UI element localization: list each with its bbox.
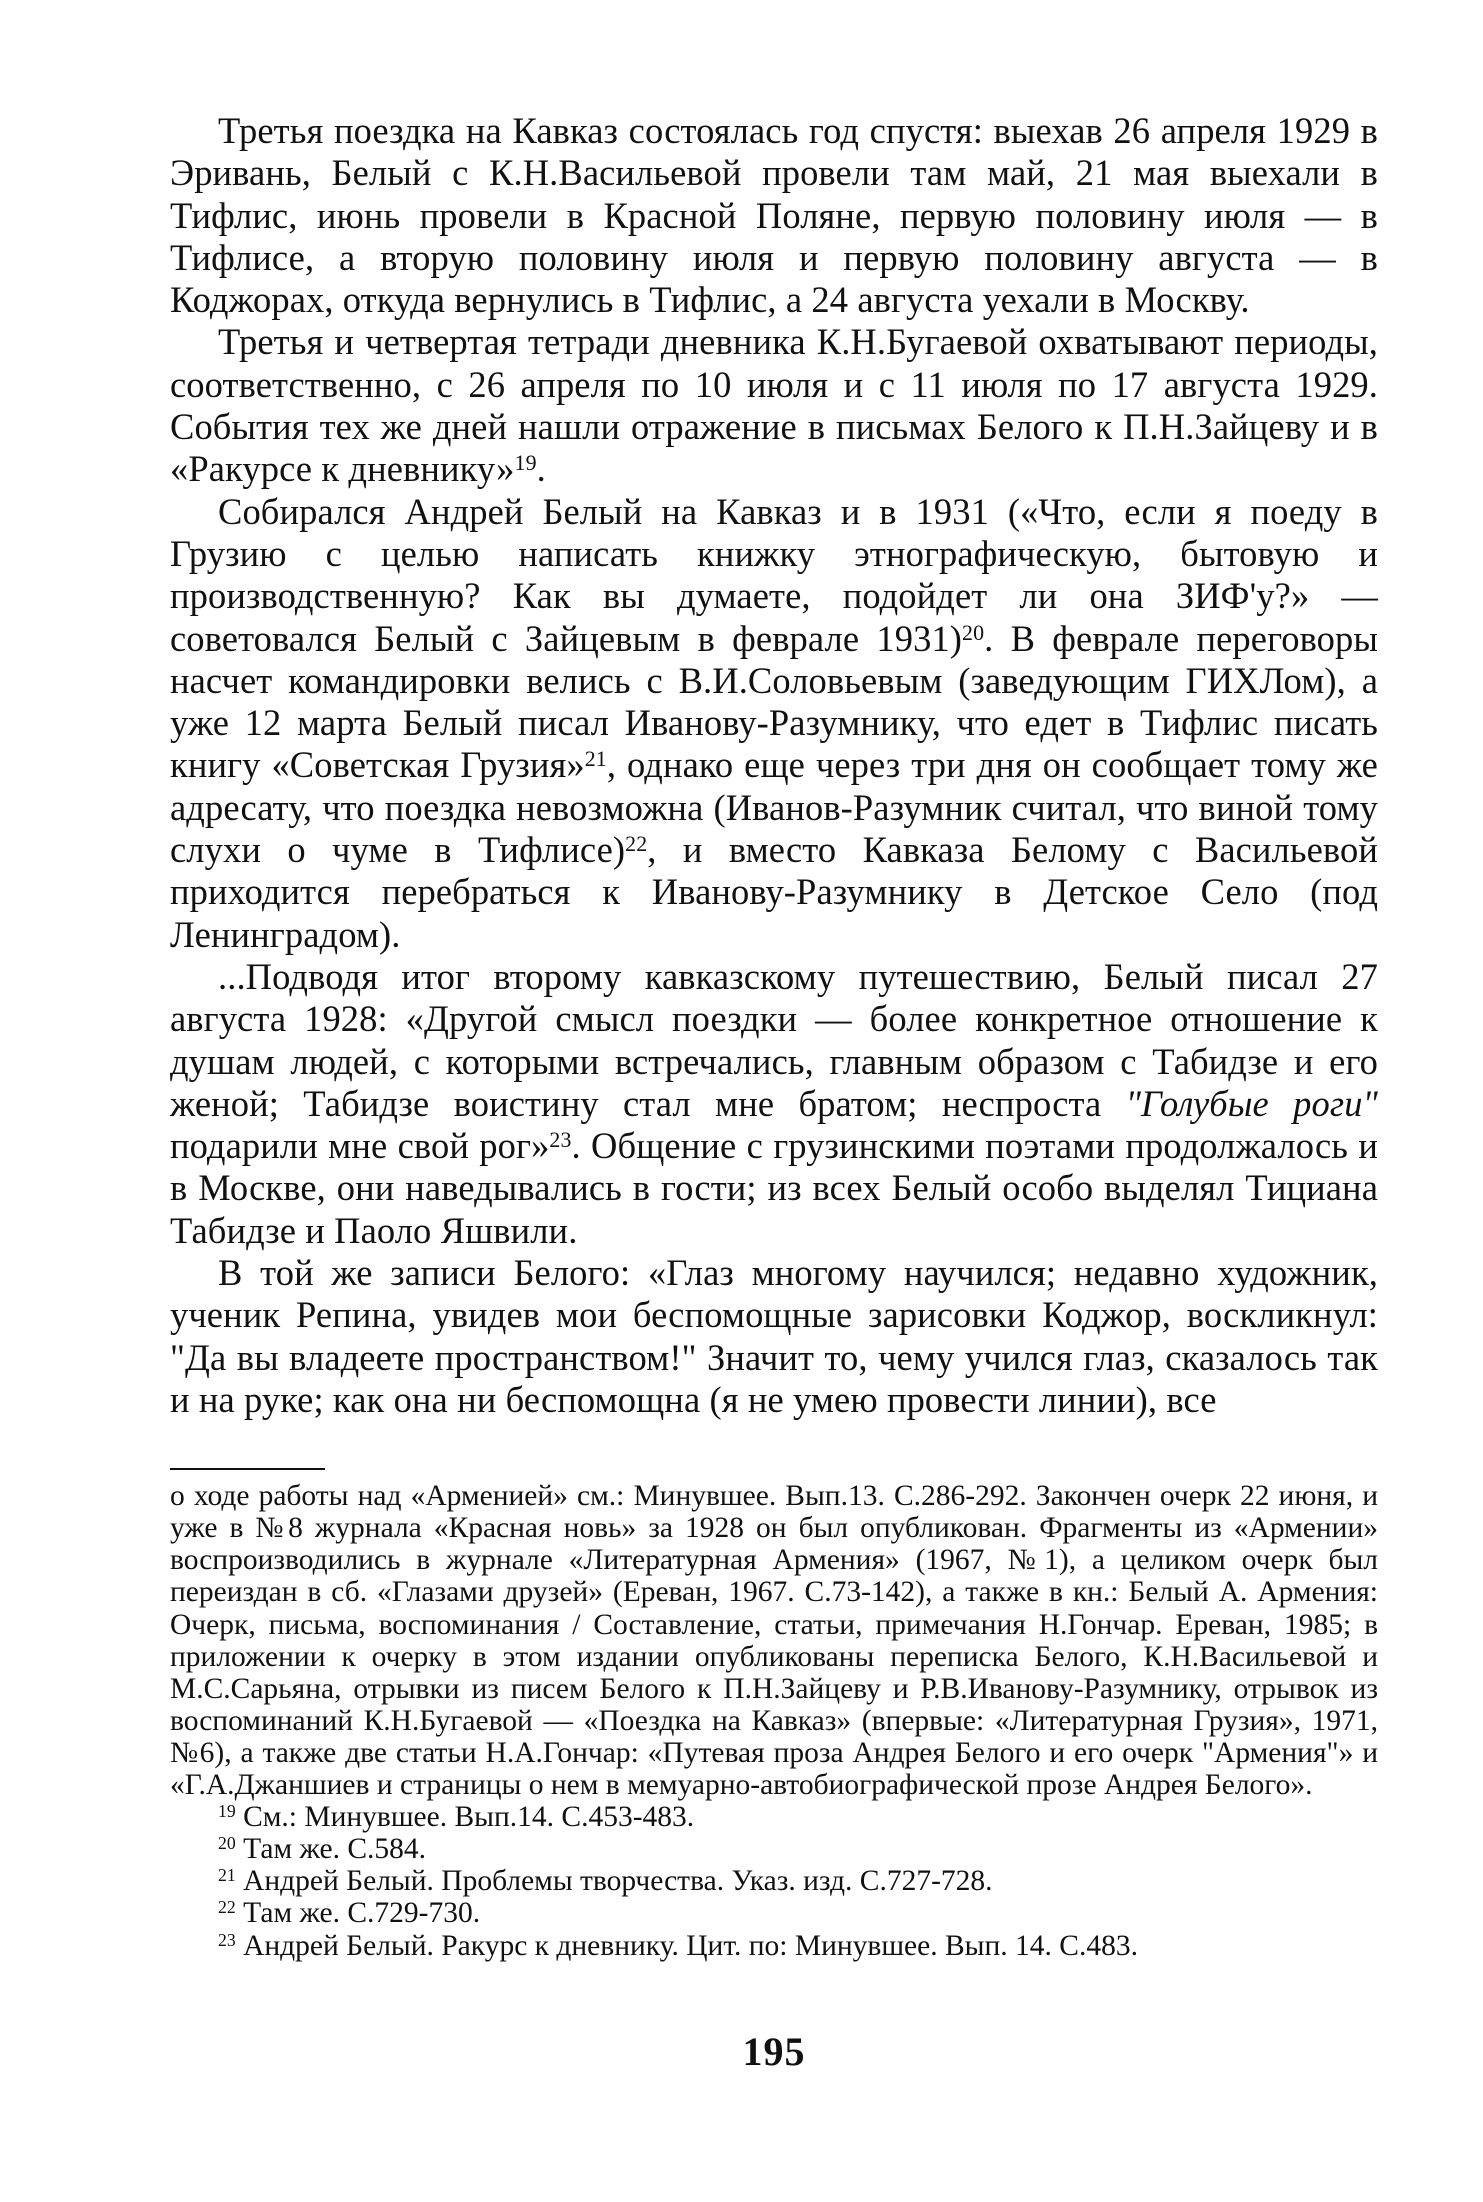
footnote-21: $^{21}$ Андрей Белый. Проблемы творчества. Указ. изд. С.727-728. — [218, 1865, 993, 1898]
note-ref-19: 19 — [514, 450, 537, 476]
footnote-22: $^{22}$ Там же. С.729-730. — [218, 1897, 481, 1930]
paragraph-4: ...Подводя итог второму кавказскому путешествию, Белый писал 27 августа 1928: «Другой смысл поездки — более конкретное отношение к душам людей, с которыми встречались, главным образом с Табидзе и его женой; Табидзе воистину стал мне братом; неспроста "Голубые роги" подарили мне свой рог»$^{23}$. Общение с грузинскими поэтами продолжалось и в Москве, они наведывались в гости; из всех Белый особо выделял Тициана Табидзе и Паоло Яшвили. — [170, 955, 1378, 1251]
paragraph-5: В той же записи Белого: «Глаз многому научился; недавно художник, ученик Репина, увидев мои беспомощные зарисовки Коджор, воскликнул: "Да вы владеете пространством!" Значит то, чему учился глаз, сказалось так и на руке; как она ни беспомощна (я не умею провести линии), все — [170, 1252, 1378, 1420]
book-page — [170, 110, 1378, 2170]
paragraph-2: Третья и четвертая тетради дневника К.Н.Бугаевой охватывают периоды, соответственно, с 26 апреля по 10 июля и с 11 июля по 17 августа 1929. События тех же дней нашли отражение в письмах Белого к П.Н.Зайцеву и в «Ракурсе к дневнику»$^{19}$. — [170, 321, 1378, 490]
footnote-continuation: о ходе работы над «Арменией» см.: Минувшее. Вып.13. С.286-292. Закончен очерк 22 июня, и уже в №8 журнала «Красная новь» за 1928 он был опубликован. Фрагменты из «Армении» воспроизводились в журнале «Литературная Армения» (1967, №1), а целиком очерк был переиздан в сб. «Глазами друзей» (Ереван, 1967. С.73-142), а также в кн.: Белый А. Армения: Очерк, письма, воспоминания / Составление, статьи, примечания Н.Гончар. Ереван, 1985; в приложении к очерку в этом издании опубликованы переписка Белого, К.Н.Васильевой и М.С.Сарьяна, отрывки из писем Белого к П.Н.Зайцеву и Р.В.Иванову-Разумнику, отрывок из воспоминаний К.Н.Бугаевой — «Поездка на Кавказ» (впервые: «Литературная Грузия», 1971, №6), а также две статьи Н.А.Гончар: «Путевая проза Андрея Белого и его очерк "Армения"» и «Г.А.Джаншиев и страницы о нем в мемуарно-автобиографической прозе Андрея Белого». — [170, 1480, 1378, 1802]
footnote-23: $^{23}$ Андрей Белый. Ракурс к дневнику. Цит. по: Минувшее. Вып. 14. С.483. — [218, 1929, 1138, 1962]
footnotes — [170, 1480, 1378, 1961]
paragraph-3: Собирался Андрей Белый на Кавказ и в 1931 («Что, если я поеду в Грузию с целью написать книжку этнографическую, бытовую и производственную? Как вы думаете, подойдет ли она ЗИФ'у?» — советовался Белый с Зайцевым в феврале 1931)$^{20}$. В феврале переговоры насчет командировки велись с В.И.Соловьевым (заведующим ГИХЛом), а уже 12 марта Белый писал Иванову-Разумнику, что едет в Тифлис писать книгу «Советская Грузия»$^{21}$, однако еще через три дня он сообщает тому же адресату, что поездка невозможна (Иванов-Разумник считал, что виной тому слухи о чуме в Тифлисе)$^{22}$, и вместо Кавказа Белому с Васильевой приходится перебраться к Иванову-Разумнику в Детское Село (под Ленинградом). — [170, 490, 1378, 955]
main-text — [170, 110, 1378, 1421]
footnote-divider — [170, 1468, 325, 1470]
quoted-title: "Голубые роги" — [1125, 1082, 1378, 1124]
note-ref-22: 22 — [625, 831, 648, 857]
note-ref-20: 20 — [962, 619, 985, 645]
note-ref-21: 21 — [584, 746, 607, 772]
footnote-19: $^{19}$ См.: Минувшее. Вып.14. С.453-483. — [218, 1801, 695, 1834]
paragraph-1: Третья поездка на Кавказ состоялась год спустя: выехав 26 апреля 1929 в Эривань, Белый с К.Н.Васильевой провели там май, 21 мая выехали в Тифлис, июнь провели в Красной Поляне, первую половину июля — в Тифлисе, а вторую половину июля и первую половину августа — в Коджорах, откуда вернулись в Тифлис, а 24 августа уехали в Москву. — [170, 110, 1378, 321]
page-number: 195 — [742, 2029, 806, 2074]
footnote-20: $^{20}$ Там же. С.584. — [218, 1833, 426, 1866]
note-ref-23: 23 — [549, 1127, 572, 1153]
